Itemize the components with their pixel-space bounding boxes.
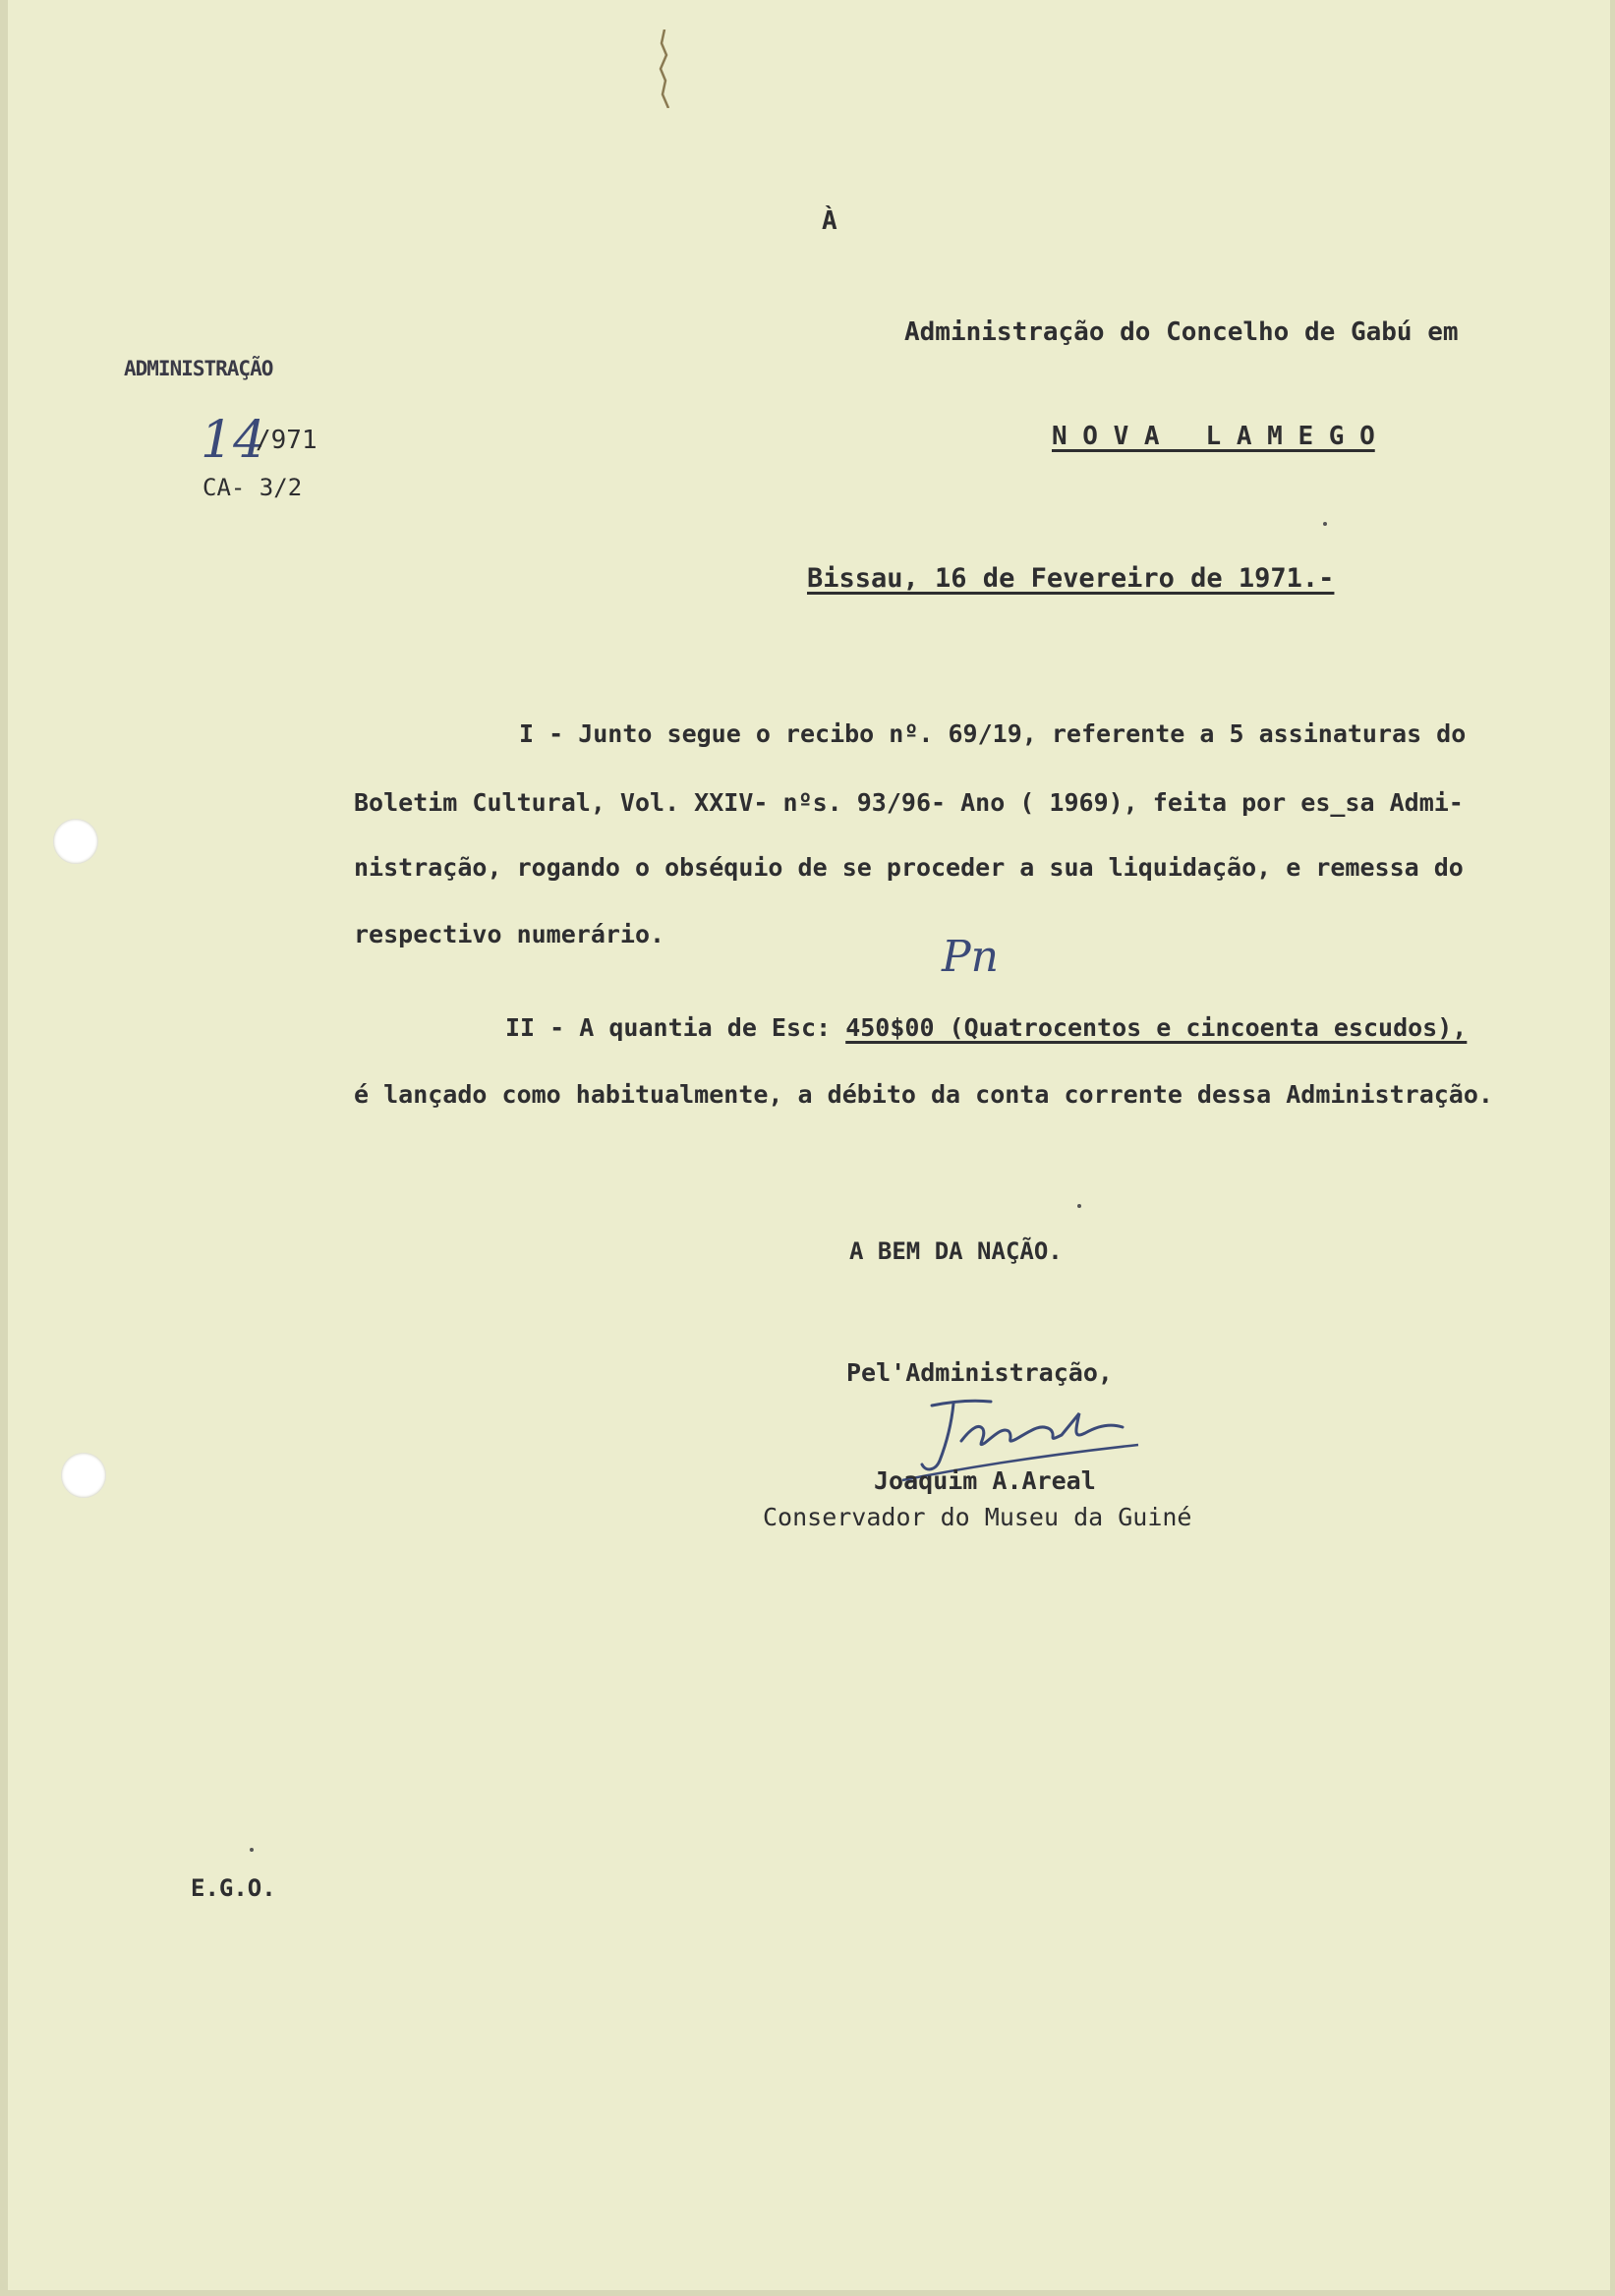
paragraph-1-line-1: I - Junto segue o recibo nº. 69/19, referente a 5 assinaturas do [519,719,1467,748]
address-to-mark: À [822,206,837,236]
addressee-line: Administração do Concelho de Gabú em [904,317,1459,347]
paragraph-2-line-1 [505,1015,1467,1040]
paragraph-1-line-4: respectivo numerário. [354,920,665,948]
by-administration: Pel'Administração, [846,1358,1113,1387]
date-line: Bissau, 16 de Fevereiro de 1971.- [807,563,1335,594]
paper-tear-mark [657,29,672,108]
paragraph-2-prefix: II - A quantia de Esc: [505,1013,846,1042]
signatory-title: Conservador do Museu da Guiné [763,1503,1192,1531]
ink-speck [1077,1204,1081,1208]
reference-year: /971 [256,426,317,455]
salutation: A BEM DA NAÇÃO. [849,1237,1063,1265]
typist-initials: E.G.O. [191,1874,276,1902]
department-stamp: ADMINISTRAÇÃO [124,357,273,380]
signatory-name: Joaquim A.Areal [874,1466,1096,1495]
punch-hole-top [53,819,98,864]
paragraph-1-line-2: Boletim Cultural, Vol. XXIV- nºs. 93/96- Ano ( 1969), feita por es_sa Admi- [354,788,1464,817]
handwritten-margin-note: Pn [942,932,999,982]
city-name: N O V A L A M E G O [1052,422,1375,451]
handwritten-reference-number: 14 [201,411,266,470]
ink-speck [1323,522,1327,526]
ink-speck [250,1848,254,1852]
punch-hole-bottom [61,1453,106,1498]
paragraph-1-line-3: nistração, rogando o obséquio de se proceder a sua liquidação, e remessa do [354,853,1464,882]
paragraph-2-line-2: é lançado como habitualmente, a débito da conta corrente dessa Administração. [354,1080,1493,1109]
amount-text: 450$00 (Quatrocentos e cincoenta escudos), [845,1013,1468,1042]
letter-page [8,0,1610,2290]
file-code: CA- 3/2 [202,474,303,501]
